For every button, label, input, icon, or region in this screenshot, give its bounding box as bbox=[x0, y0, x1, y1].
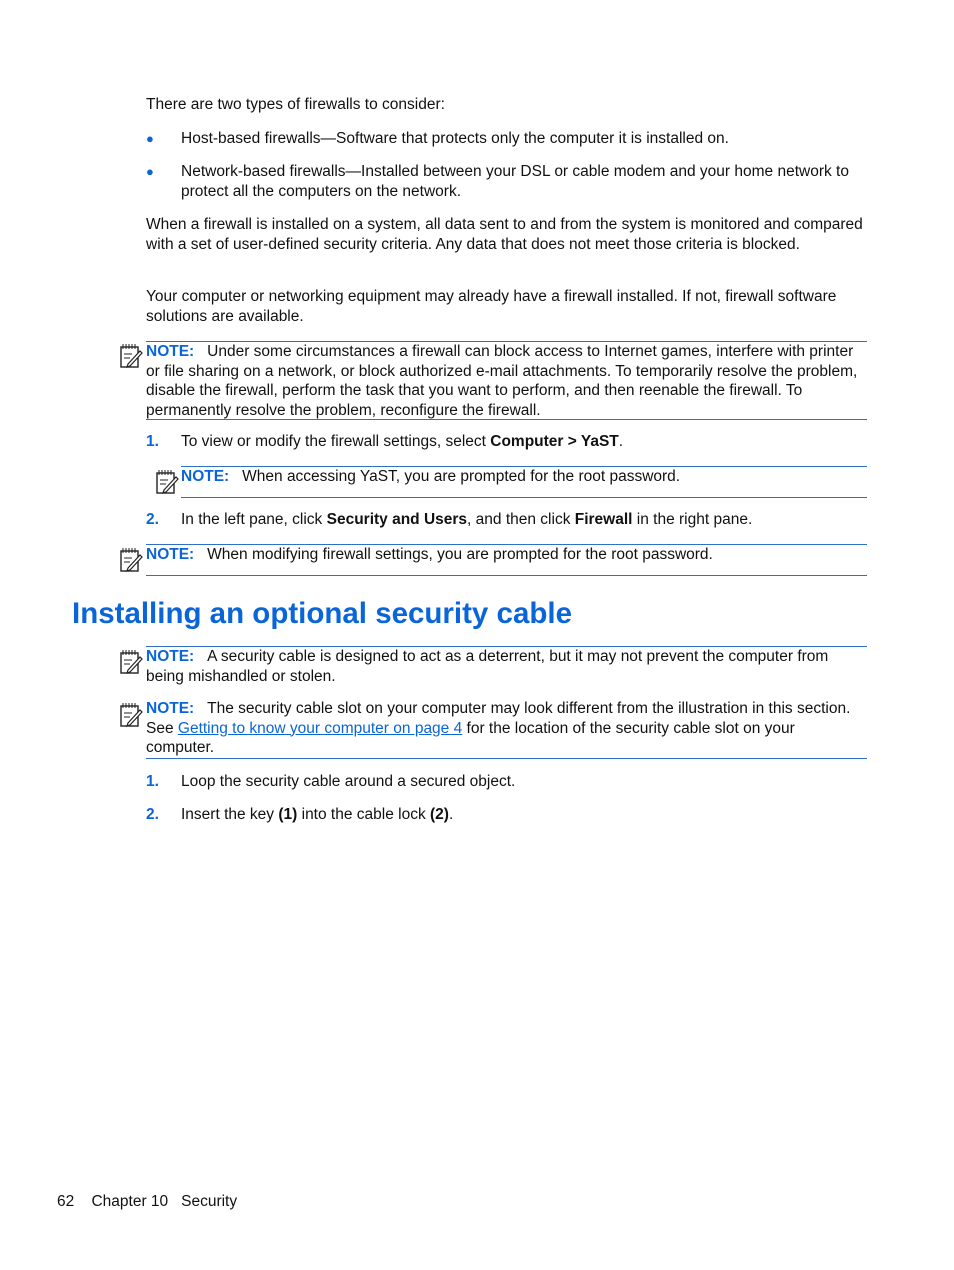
bullet-icon: ● bbox=[146, 131, 154, 146]
step-text-part: in the right pane. bbox=[632, 511, 753, 528]
note-label: NOTE: bbox=[146, 343, 195, 360]
note-text bbox=[146, 647, 867, 686]
intro-text: There are two types of firewalls to consider: bbox=[146, 96, 445, 113]
section-label: Security bbox=[181, 1193, 238, 1210]
step-text-part: To view or modify the firewall settings, select bbox=[181, 433, 491, 450]
paragraph: Your computer or networking equipment may already have a firewall installed. If not, firewall software solutions are available. bbox=[146, 288, 837, 325]
callout-number: (2) bbox=[430, 806, 449, 823]
step-menu-path: Computer > YaST bbox=[490, 433, 619, 450]
step-text-part: In the left pane, click bbox=[181, 511, 327, 528]
note-body: Under some circumstances a firewall can block access to Internet games, interfere with printer or file sharing on a network, or block authorized e-mail attachments. To temporarily resolve the problem, disable the firewall, perform the task that you want to perform, and then reenable the firewall. To permanently resolve the problem, reconfigure the firewall. bbox=[146, 343, 858, 419]
note-label: NOTE: bbox=[146, 648, 195, 665]
note-pad-icon bbox=[119, 343, 143, 369]
note-pad-icon bbox=[119, 649, 143, 675]
step-number: 2. bbox=[146, 511, 159, 528]
step-text: Loop the security cable around a secured object. bbox=[181, 773, 516, 790]
note-label: NOTE: bbox=[146, 700, 195, 717]
note-pad-icon bbox=[119, 547, 143, 573]
note-body: When accessing YaST, you are prompted for the root password. bbox=[242, 468, 681, 485]
step-text-part: , and then click bbox=[467, 511, 575, 528]
note-label: NOTE: bbox=[181, 468, 230, 485]
bullet-icon: ● bbox=[146, 164, 154, 179]
note-box bbox=[146, 646, 867, 688]
note-body: for the location of the security cable slot on your computer. bbox=[146, 719, 795, 756]
note-body: The security cable slot on your computer may look different from the illustration in this section. See bbox=[146, 700, 851, 737]
note-box bbox=[146, 544, 867, 576]
note-box bbox=[146, 699, 867, 759]
callout-number: (1) bbox=[278, 806, 298, 823]
note-box bbox=[181, 466, 867, 498]
note-pad-icon bbox=[155, 469, 179, 495]
step-menu-item: Security and Users bbox=[326, 511, 468, 528]
chapter-label: Chapter 10 bbox=[91, 1193, 169, 1210]
note-box bbox=[146, 341, 867, 420]
step-text-part: . bbox=[448, 806, 454, 823]
step-text-part: Insert the key bbox=[181, 806, 279, 823]
step-number: 1. bbox=[146, 433, 159, 450]
note-text bbox=[146, 342, 867, 420]
list-item: Host-based firewalls—Software that protects only the computer it is installed on. bbox=[181, 130, 729, 147]
note-body: A security cable is designed to act as a deterrent, but it may not prevent the computer from being mishandled or stolen. bbox=[146, 648, 829, 685]
step-text-part: into the cable lock bbox=[297, 806, 431, 823]
step-menu-item: Firewall bbox=[574, 511, 633, 528]
step-text bbox=[181, 805, 453, 825]
step-text-part: . bbox=[618, 433, 624, 450]
step-number: 1. bbox=[146, 773, 159, 790]
list-item: Network-based firewalls—Installed between your DSL or cable modem and your home network to protect all the computers on the network. bbox=[181, 163, 849, 200]
note-pad-icon bbox=[119, 702, 143, 728]
section-heading: Installing an optional security cable bbox=[72, 597, 572, 630]
step-text bbox=[181, 432, 871, 452]
note-text bbox=[146, 545, 713, 565]
cross-reference-link[interactable]: Getting to know your computer on page 4 bbox=[177, 719, 463, 737]
note-text bbox=[181, 467, 680, 487]
note-body: When modifying firewall settings, you are prompted for the root password. bbox=[207, 546, 713, 563]
paragraph: When a firewall is installed on a system, all data sent to and from the system is monitored and compared with a set of user-defined security criteria. Any data that does not meet those criteria is blocked. bbox=[146, 216, 863, 253]
page-footer bbox=[57, 1192, 237, 1212]
note-text bbox=[146, 699, 867, 758]
note-label: NOTE: bbox=[146, 546, 195, 563]
step-number: 2. bbox=[146, 806, 159, 823]
step-text bbox=[181, 510, 871, 530]
page-number: 62 bbox=[57, 1193, 75, 1210]
